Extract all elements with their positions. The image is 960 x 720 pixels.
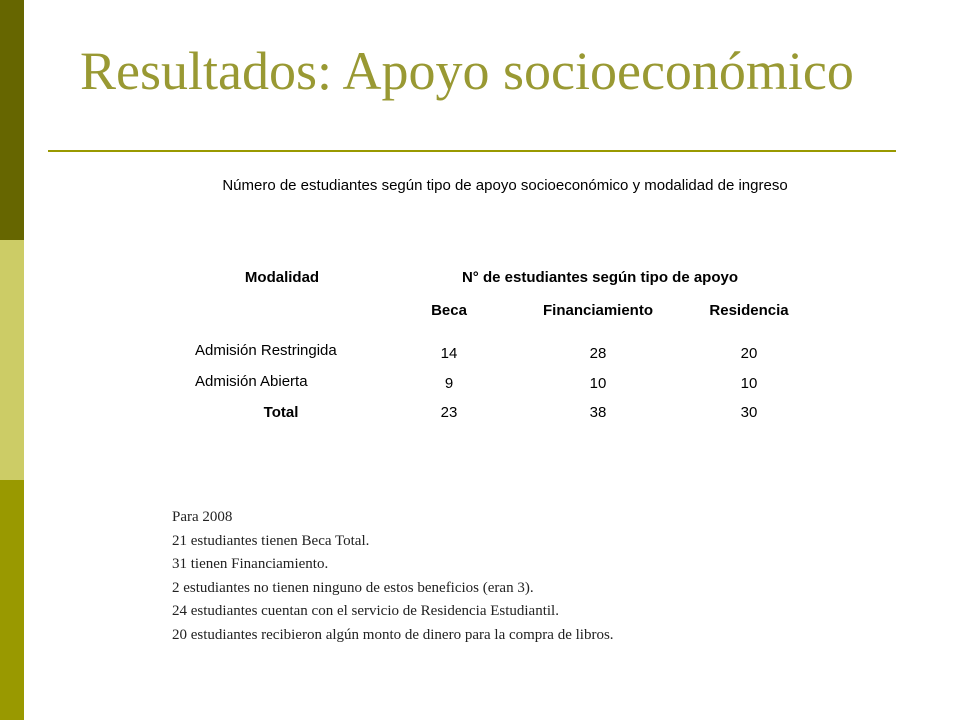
header-group: N° de estudiantes según tipo de apoyo bbox=[461, 269, 739, 286]
note-line: 31 tienen Financiamiento. bbox=[172, 556, 329, 573]
cell-abierta-financiamiento: 10 bbox=[589, 375, 607, 392]
column-header-beca: Beca bbox=[431, 302, 467, 319]
column-header-financiamiento: Financiamiento bbox=[542, 302, 654, 319]
slide-title: Resultados: Apoyo socioeconómico bbox=[80, 41, 854, 101]
note-line: 2 estudiantes no tienen ninguno de estos beneficios (eran 3). bbox=[172, 579, 534, 596]
accent-bar-bottom bbox=[0, 480, 24, 720]
title-divider bbox=[48, 150, 896, 152]
note-line: 21 estudiantes tienen Beca Total. bbox=[172, 532, 370, 549]
row-label-abierta: Admisión Abierta bbox=[195, 373, 308, 390]
table-caption: Número de estudiantes según tipo de apoyo socioeconómico y modalidad de ingreso bbox=[222, 177, 788, 194]
note-line: 24 estudiantes cuentan con el servicio de Residencia Estudiantil. bbox=[172, 603, 559, 620]
note-line: Para 2008 bbox=[172, 509, 233, 525]
note-line: 20 estudiantes recibieron algún monto de dinero para la compra de libros. bbox=[172, 626, 614, 643]
row-label-restringida: Admisión Restringida bbox=[195, 342, 337, 359]
cell-restringida-residencia: 20 bbox=[740, 345, 758, 362]
cell-abierta-residencia: 10 bbox=[740, 375, 758, 392]
notes-block bbox=[172, 506, 614, 648]
header-modalidad: Modalidad bbox=[244, 269, 320, 286]
accent-bar-middle bbox=[0, 240, 24, 480]
accent-bar-top bbox=[0, 0, 24, 240]
cell-restringida-financiamiento: 28 bbox=[589, 345, 607, 362]
column-header-residencia: Residencia bbox=[709, 302, 789, 319]
cell-restringida-beca: 14 bbox=[440, 345, 458, 362]
cell-total-beca: 23 bbox=[440, 404, 458, 421]
cell-abierta-beca: 9 bbox=[444, 375, 454, 392]
row-label-total: Total bbox=[263, 404, 299, 421]
cell-total-residencia: 30 bbox=[740, 404, 758, 421]
cell-total-financiamiento: 38 bbox=[589, 404, 607, 421]
